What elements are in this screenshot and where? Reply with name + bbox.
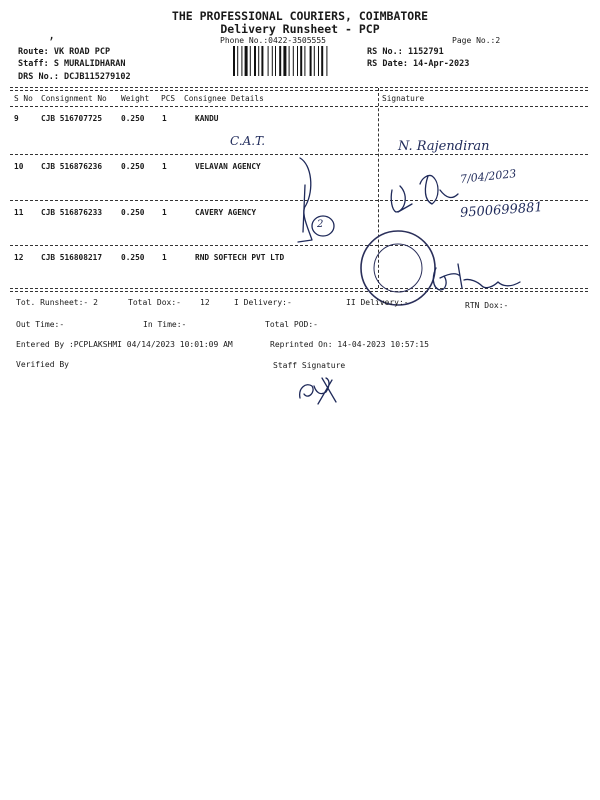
- col-header-pcs: PCS: [161, 94, 176, 103]
- rtn-dox: RTN Dox:-: [465, 301, 509, 310]
- total-pod: Total POD:-: [265, 320, 318, 329]
- stamp-outer-ring: [361, 231, 435, 305]
- row-1-sno: 9: [14, 114, 19, 123]
- row-12-signature-stroke: [433, 264, 520, 290]
- page-number: Page No.:2: [452, 36, 501, 45]
- company-name: THE PROFESSIONAL COURIERS, COIMBATORE: [171, 9, 429, 23]
- total-dox-label: Total Dox:-: [128, 298, 181, 307]
- row-2-sno: 10: [14, 162, 24, 171]
- row-1-weight: 0.250: [121, 114, 145, 123]
- row-3-weight: 0.250: [121, 208, 145, 217]
- row-1-pcs: 1: [162, 114, 167, 123]
- pen-tick-mark: ,: [48, 28, 56, 42]
- handwritten-date: 7/04/2023: [459, 167, 517, 186]
- row-3-consignment: CJB 516876233: [41, 208, 103, 217]
- row-2-consignment: CJB 516876236: [41, 162, 103, 171]
- stamp-inner-ring: [374, 244, 422, 292]
- col-header-sno: S No: [14, 94, 33, 103]
- row-2-pcs: 1: [162, 162, 167, 171]
- row-4-consignment: CJB 516808217: [41, 253, 103, 262]
- row-4-weight: 0.250: [121, 253, 145, 262]
- verified-by: Verified By: [16, 360, 69, 369]
- total-runsheet: Tot. Runsheet:- 2: [16, 298, 98, 307]
- entered-by: Entered By :PCPLAKSHMI 04/14/2023 10:01:09 AM: [16, 340, 233, 349]
- row-3-sno: 11: [14, 208, 24, 217]
- row-4-sno: 12: [14, 253, 24, 262]
- handwritten-recipient-name: N. Rajendiran: [398, 139, 490, 154]
- row-3-consignee: CAVERY AGENCY: [195, 208, 257, 217]
- total-dox-value: 12: [200, 298, 210, 307]
- row-3-pcs: 1: [162, 208, 167, 217]
- drs-number: DRS No.: DCJB115279102: [18, 72, 131, 82]
- col-header-consignment: Consignment No: [41, 94, 107, 103]
- route: Route: VK ROAD PCP: [18, 47, 111, 57]
- row-2-consignee: VELAVAN AGENCY: [195, 162, 261, 171]
- row-4-pcs: 1: [162, 253, 167, 262]
- rs-number: RS No.: 1152791: [367, 47, 444, 57]
- reprinted-on: Reprinted On: 14-04-2023 10:57:15: [270, 340, 429, 349]
- in-time: In Time:-: [143, 320, 187, 329]
- document-title: Delivery Runsheet - PCP: [220, 22, 380, 36]
- row-1-consignment: CJB 516707725: [41, 114, 103, 123]
- col-header-signature: Signature: [382, 94, 425, 103]
- staff-signature-stroke: [300, 378, 336, 404]
- rs-date: RS Date: 14-Apr-2023: [367, 59, 470, 69]
- handwritten-phone: 9500699881: [459, 200, 544, 221]
- phone-number: Phone No.:0422-3505555: [220, 36, 326, 45]
- row-2-weight: 0.250: [121, 162, 145, 171]
- staff: Staff: S MURALIDHARAN: [18, 59, 126, 69]
- ii-delivery: II Delivery:-: [346, 298, 409, 307]
- out-time: Out Time:-: [16, 320, 65, 329]
- row-11-signature-stroke: [391, 175, 458, 212]
- row-4-consignee: RND SOFTECH PVT LTD: [195, 253, 285, 262]
- row-1-consignee: KANDU: [195, 114, 219, 123]
- staff-signature-label: Staff Signature: [273, 361, 346, 370]
- i-delivery: I Delivery:-: [234, 298, 292, 307]
- col-header-consignee: Consignee Details: [184, 94, 264, 103]
- handwritten-cat: C.A.T.: [230, 134, 266, 148]
- col-header-weight: Weight: [121, 94, 150, 103]
- circled-number: 2: [317, 219, 324, 230]
